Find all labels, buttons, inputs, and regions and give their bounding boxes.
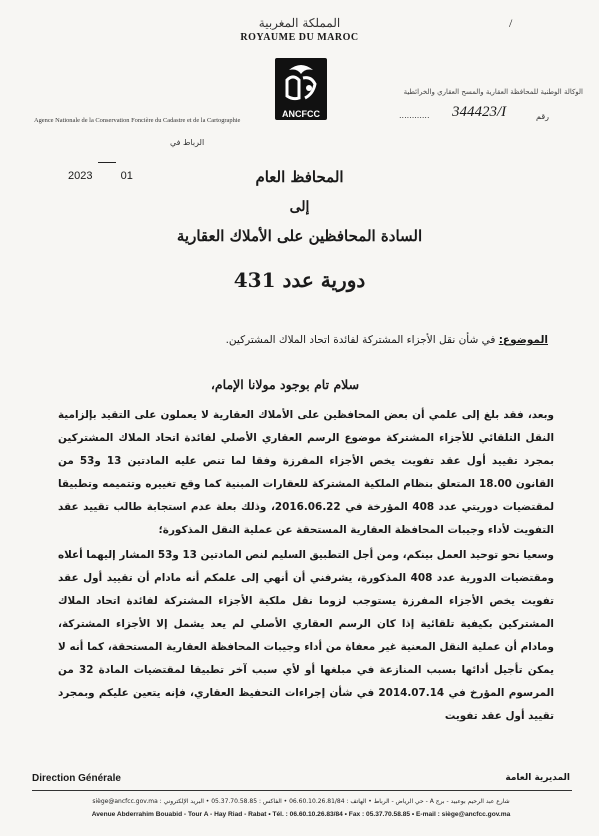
agency-name-french: Agence Nationale de la Conservation Foncière du Cadastre et de la Cartographie bbox=[34, 117, 241, 124]
sender-title: المحافظ العام bbox=[255, 168, 344, 186]
ancfcc-logo bbox=[275, 58, 327, 120]
city-date-label: الرباط في bbox=[170, 138, 205, 147]
date-day: 01 bbox=[120, 170, 133, 182]
kingdom-french: ROYAUME DU MAROC bbox=[240, 32, 359, 43]
subject-label: الموضوع: bbox=[498, 334, 548, 346]
to-label: إلى bbox=[289, 199, 310, 215]
logo-text: ANCFCC bbox=[282, 109, 320, 119]
body-paragraph-2: وسعيا نحو توحيد العمل بينكم، ومن أجل التطبيق السليم لنص المادتين 13 و53 المشار إليهما أعلاه ومقتضيات الدورية عدد 408 المذكورة، يشرفني أن أنهي إلى علمكم أنه مادام أن تقييد أول عقد تفويت يخص الأجزاء المفرزة يستوجب لزوما نقل ملكية الأجزاء المشتركة لفائدة اتحاد الملاك المشتركين بكيفية تلقائية إذا كان الرسم العقاري الأصلي لم يعد يشمل إلا الأجزاء المشتركة، ومادام أن عملية النقل المعنية غير معفاة من أداء وجيبات المحافظة العقارية المستحقة، كما أنه لا يمكن تأجيل أدائها بسبب المنازعة في مبلغها أو لأي سبب آخر تطبيقا لمقتضيات المادة 32 من المرسوم المؤرخ في 2014.07.14 في شأن إجراءات التحفيظ العقاري، فإنه يتعين عليكم وبمجرد تقييد أول عقد تفويت bbox=[58, 549, 555, 722]
recipient-title: السادة المحافظين على الأملاك العقارية bbox=[176, 227, 423, 245]
subject-text: في شأن نقل الأجزاء المشتركة لفائدة اتحاد الملاك المشتركين. bbox=[225, 334, 496, 346]
body-paragraph-1: وبعد، فقد بلغ إلى علمي أن بعض المحافظين على الأملاك العقارية لا يعملون على التقيد بإلزامية النقل التلقائي للأجزاء المشتركة موضوع الرسم العقاري الأصلي لفائدة اتحاد الملاك المشتركين بمجرد تقييد أول عقد تفويت يخص الأجزاء المفرزة وفقا لما تنص عليه المادتين 13 و53 من القانون 18.00 المتعلق بنظام الملكية المشتركة للعقارات المبنية كما وقع تغييره وتتميمه وتطبيقا لمقتضيات دوريتي عدد 408 المؤرخة في 2016.06.22، وذلك بعلة عدم استجابة طالب تقييد عقد التفويت لأداء وجيبات المحافظة العقارية المستحقة عن عملية النقل المذكورة؛ bbox=[58, 409, 555, 536]
subject-line bbox=[108, 334, 548, 346]
logo-emblem-icon bbox=[275, 58, 327, 108]
greeting: سلام تام بوجود مولانا الإمام، bbox=[210, 377, 360, 392]
agency-name-arabic: الوكالة الوطنية للمحافظة العقارية والمسح العقاري والخرائطية bbox=[403, 88, 583, 96]
reference-label: رقم bbox=[536, 112, 550, 121]
page-mark: / bbox=[509, 16, 513, 30]
footer-address-arabic: شارع عبد الرحيم بوعبيد - برج A - حي الرياض - الرباط • الهاتف : 06.60.10.26.81/84 • الفاكس : 05.37.70.58.85 • البريد الإلكتروني : siège@ancfcc.gov.ma bbox=[92, 798, 510, 805]
date-year: 2023 bbox=[68, 170, 93, 182]
circular-number: دورية عدد 431 bbox=[233, 268, 366, 292]
footer-address-french: Avenue Abderrahim Bouabid - Tour A - Hay Riad - Rabat • Tél. : 06.60.10.26.83/84 • Fax : 05.37.70.58.85 • E-mail : siège@ancfcc.gov.ma bbox=[91, 811, 511, 818]
reference-dots: ............ bbox=[399, 111, 430, 120]
reference-number: 344423/I bbox=[452, 104, 507, 120]
footer-direction-french: Direction Générale bbox=[32, 773, 121, 784]
kingdom-arabic: المملكة المغربية bbox=[258, 16, 341, 30]
footer-divider bbox=[32, 790, 572, 791]
footer-direction-arabic: المديرية العامة bbox=[505, 773, 570, 783]
date-dash bbox=[98, 162, 116, 163]
